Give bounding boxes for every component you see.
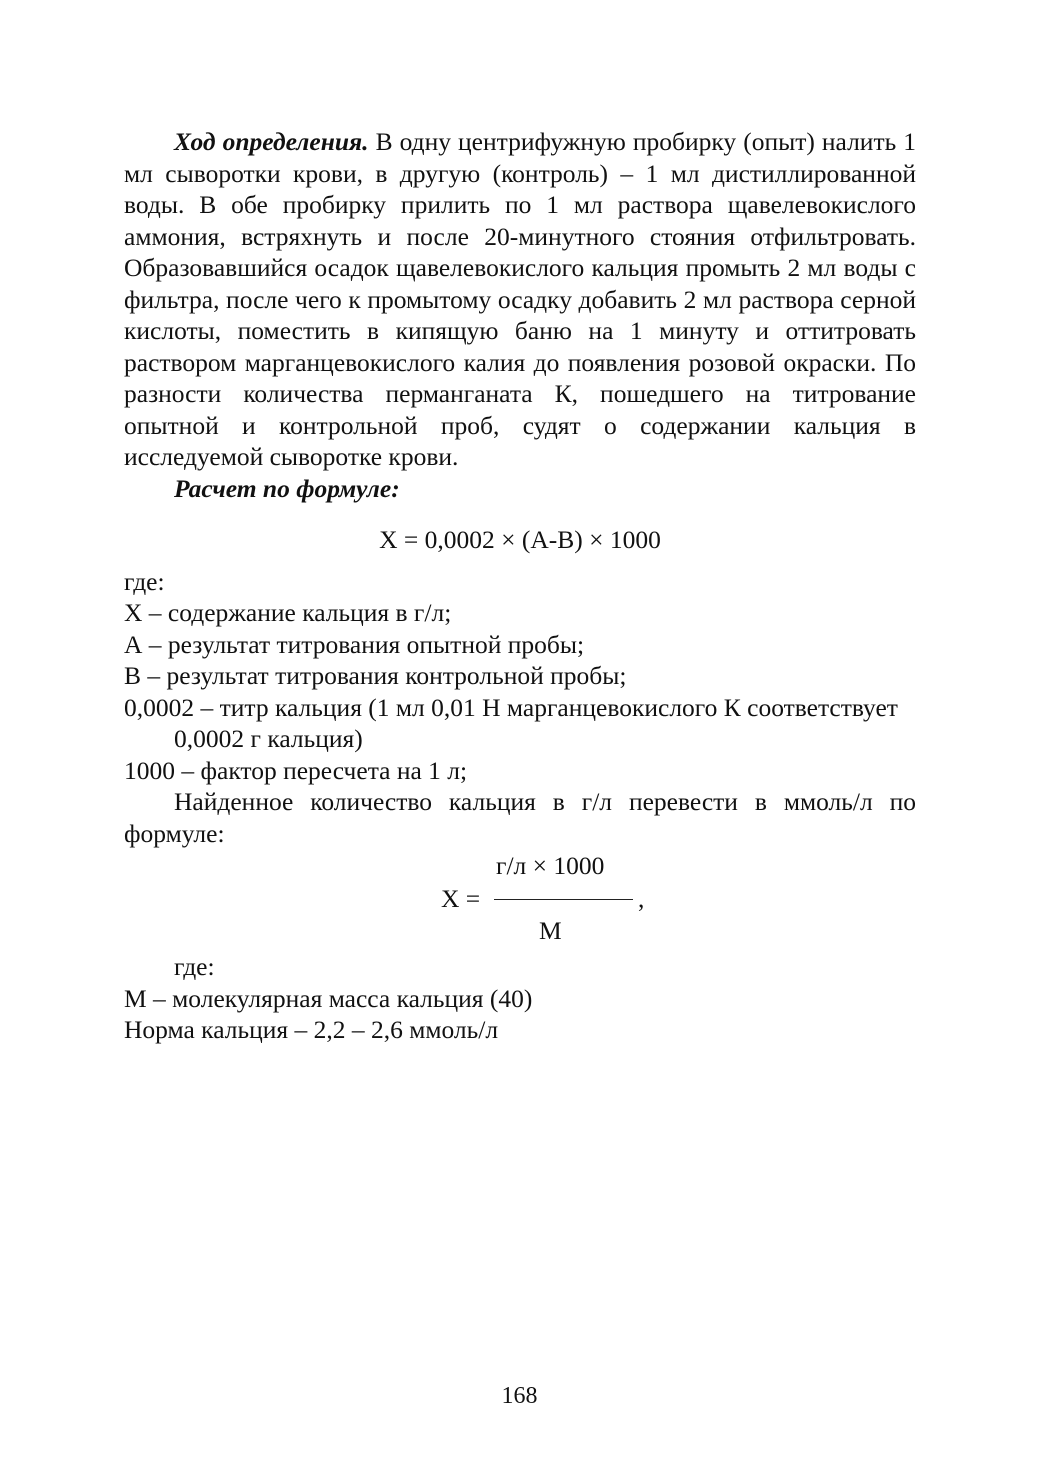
intro-paragraph <box>124 126 916 473</box>
definition-b: В – результат титрования контрольной пробы; <box>124 661 627 690</box>
molar-mass-line: М – молекулярная масса кальция (40) <box>124 983 533 1013</box>
fraction-denominator: М <box>539 916 562 945</box>
page-number: 168 <box>501 1383 538 1409</box>
fraction-lhs: Х = <box>441 884 481 913</box>
convert-paragraph: Найденное количество кальция в г/л перевести в ммоль/л по формуле: <box>124 787 916 848</box>
fraction-bar <box>494 899 633 900</box>
fraction-comma: , <box>638 884 645 913</box>
formula-fraction <box>124 849 916 949</box>
formula-main: Х = 0,0002 × (А-В) × 1000 <box>379 525 661 554</box>
definition-a: А – результат титрования опытной пробы; <box>124 629 585 659</box>
where-label-2: где: <box>174 952 215 981</box>
definition-titer: 0,0002 – титр кальция (1 мл 0,01 Н марганцевокислого К соответствует 0,0002 г кальция) <box>124 692 898 753</box>
calc-heading: Расчет по формуле: <box>174 473 400 503</box>
fraction-numerator: г/л × 1000 <box>496 851 605 880</box>
page-content <box>124 126 916 1046</box>
calcium-norm-line: Норма кальция – 2,2 – 2,6 ммоль/л <box>124 1015 499 1044</box>
definition-x: Х – содержание кальция в г/л; <box>124 598 452 627</box>
where-label-1: где: <box>124 566 165 596</box>
intro-lead: Ход определения. <box>174 127 369 156</box>
definition-factor: 1000 – фактор пересчета на 1 л; <box>124 755 468 785</box>
intro-text: В одну центрифужную пробирку (опыт) налить 1 мл сыворотки крови, в другую (контроль) – 1 мл дистиллированной воды. В обе пробирку прилить по 1 мл раствора щавелевокислого аммония, встряхнуть и после 20-минутного стояния отфильтровать. Образовавшийся осадок щавелевокислого кальция промыть 2 мл воды с фильтра, после чего к промытому осадку добавить 2 мл раствора серной кислоты, поместить в кипящую баню на 1 минуту и оттитровать раствором марганцевокислого калия до появления розовой окраски. По разности количества перманганата К, пошедшего на титрование опытной и контрольной проб, судят о содержании кальция в исследуемой сыворотке крови. <box>124 127 916 471</box>
